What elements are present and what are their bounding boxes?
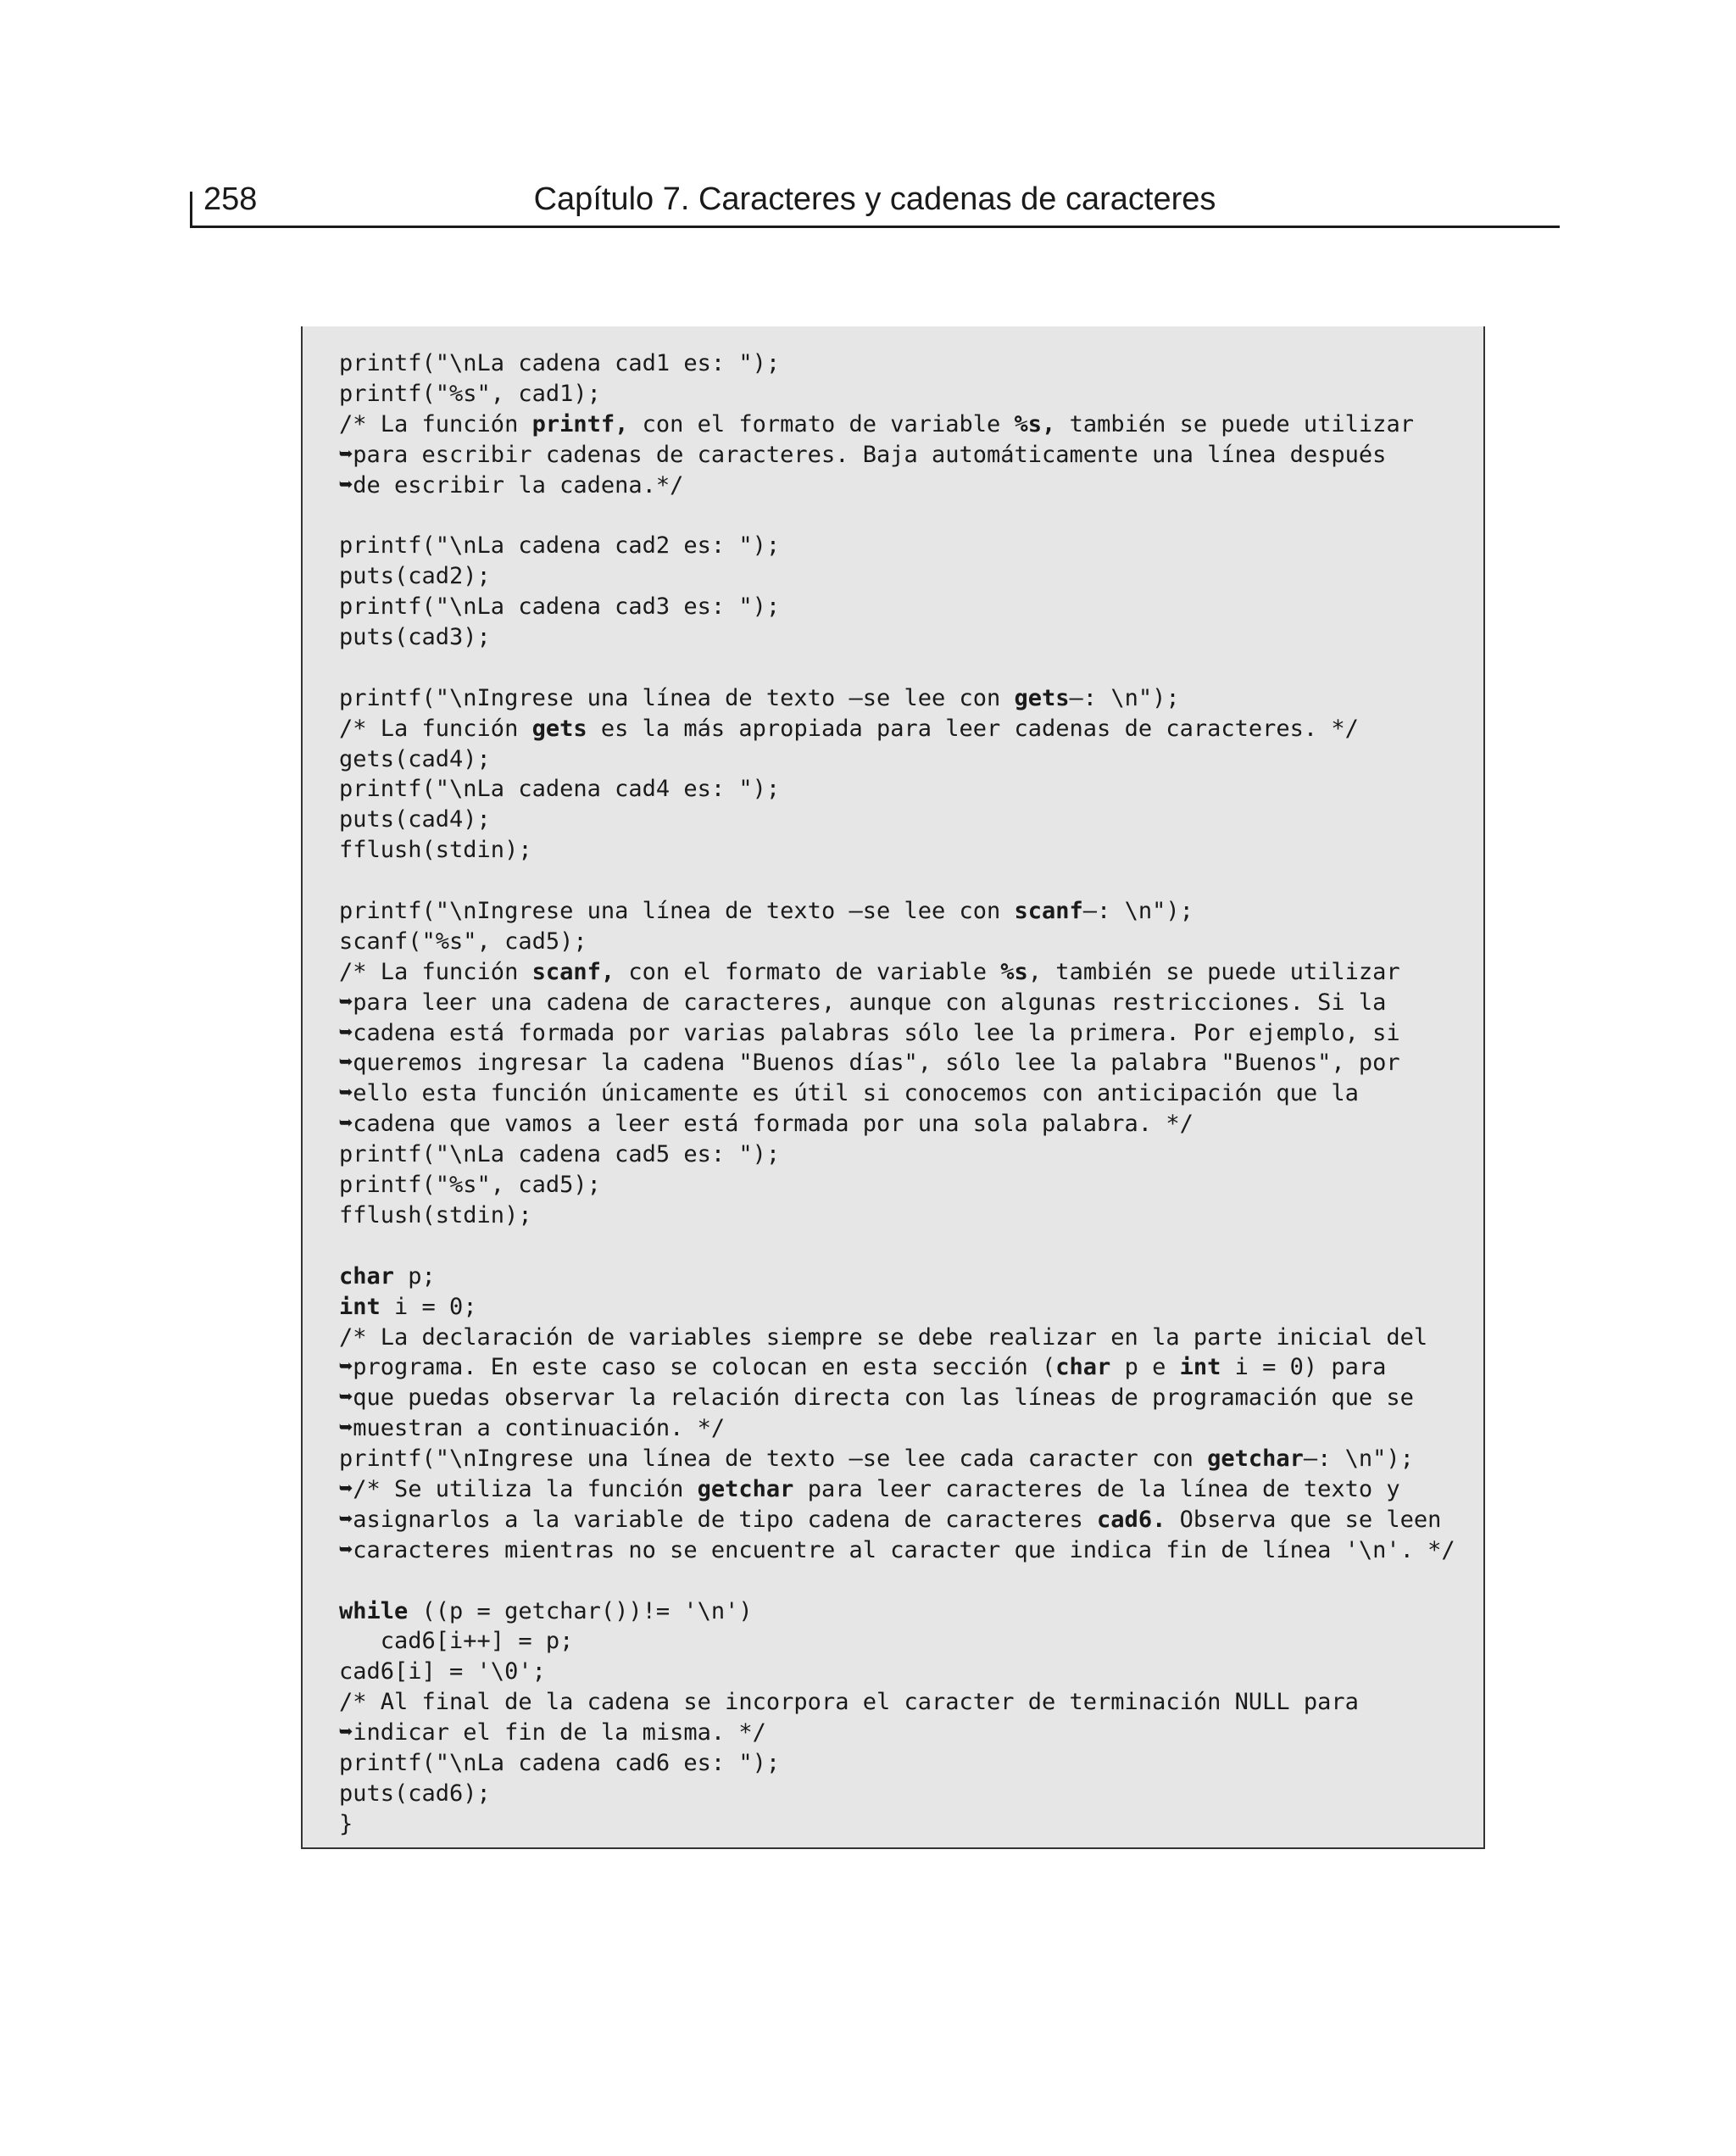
code-text: fflush(stdin); [339, 837, 532, 864]
code-keyword: getchar [1207, 1446, 1304, 1473]
code-line [339, 1413, 1455, 1444]
code-line [339, 1748, 1455, 1779]
code-text: ➥indicar el fin de la misma. */ [339, 1719, 766, 1747]
code-line [339, 1596, 1455, 1627]
code-text: } [339, 1810, 353, 1837]
code-text: printf("\nLa cadena cad1 es: "); [339, 350, 781, 376]
code-text: también se puede utilizar [1055, 410, 1414, 437]
code-text: puts(cad6); [339, 1780, 491, 1807]
code-line [339, 1444, 1455, 1474]
code-text: printf("\nIngrese una línea de texto —se lee con [339, 684, 1015, 711]
code-line [339, 1018, 1455, 1049]
code-line [339, 1109, 1455, 1139]
code-text: printf("\nLa cadena cad3 es: "); [339, 593, 781, 621]
code-line [339, 1779, 1455, 1809]
code-text: ➥ello esta función únicamente es útil si conocemos con anticipación que la [339, 1080, 1359, 1107]
code-line [339, 1809, 1455, 1840]
code-keyword: gets [531, 715, 587, 742]
code-text: ➥cadena está formada por varias palabras sólo lee la primera. Por ejemplo, si [339, 1019, 1400, 1046]
code-text: con el formato de variable [628, 410, 1015, 437]
code-line [339, 653, 1455, 683]
code-line [339, 561, 1455, 592]
code-line [339, 896, 1455, 927]
code-line [339, 1383, 1455, 1413]
code-text: puts(cad3); [339, 624, 491, 651]
code-text: printf("\nLa cadena cad2 es: "); [339, 532, 781, 560]
header-rule-vertical [190, 192, 192, 228]
code-text: printf("\nLa cadena cad4 es: "); [339, 776, 781, 803]
code-line [339, 683, 1455, 714]
code-text: /* La función [339, 410, 532, 437]
code-line [339, 1262, 1455, 1292]
code-line [339, 1323, 1455, 1353]
code-keyword: int [1179, 1354, 1221, 1381]
page-number: 258 [203, 181, 258, 217]
code-text: i = 0) para [1221, 1354, 1387, 1381]
code-text: puts(cad4); [339, 806, 491, 833]
code-keyword: while [339, 1597, 409, 1624]
code-text: printf("\nIngrese una línea de texto —se lee cada caracter con [339, 1446, 1208, 1473]
code-text: printf("\nLa cadena cad6 es: "); [339, 1749, 781, 1776]
code-line [339, 592, 1455, 622]
code-line [339, 774, 1455, 805]
code-text: con el formato de variable [615, 958, 1001, 985]
code-text: ➥/* Se utiliza la función [339, 1475, 698, 1502]
code-text: p; [394, 1262, 436, 1290]
code-text: /* Al final de la cadena se incorpora el caracter de terminación NULL para [339, 1689, 1359, 1716]
code-text: puts(cad2); [339, 563, 491, 590]
code-text: /* La función [339, 715, 532, 742]
code-line [339, 440, 1455, 471]
code-line [339, 1231, 1455, 1262]
code-keyword: getchar [697, 1475, 794, 1502]
code-text: ((p = getchar())!= '\n') [408, 1597, 753, 1624]
code-keyword: gets [1014, 684, 1070, 711]
code-line [339, 1718, 1455, 1748]
code-text: fflush(stdin); [339, 1201, 532, 1228]
code-line [339, 1687, 1455, 1718]
code-line [339, 471, 1455, 501]
page-header [190, 170, 1560, 229]
header-rule [190, 226, 1560, 228]
code-keyword: printf, [531, 410, 629, 437]
code-text: /* La función [339, 958, 532, 985]
code-text: —: \n"); [1082, 898, 1194, 925]
code-keyword: scanf, [531, 958, 615, 985]
code-line [339, 957, 1455, 988]
code-text: ➥que puedas observar la relación directa con las líneas de programación que se [339, 1384, 1414, 1412]
code-keyword: char [339, 1262, 395, 1290]
code-text: ➥programa. En este caso se colocan en esta sección ( [339, 1354, 1056, 1381]
code-line [339, 531, 1455, 561]
code-text: , también se puede utilizar [1027, 958, 1400, 985]
code-line [339, 714, 1455, 744]
code-text: cad6[i] = '\0'; [339, 1658, 546, 1685]
code-line [339, 1048, 1455, 1078]
code-text: —: \n"); [1303, 1446, 1414, 1473]
code-text: p e [1110, 1354, 1180, 1381]
code-line [339, 1535, 1455, 1566]
code-line [339, 1566, 1455, 1596]
code-text: Observa que se leen [1166, 1506, 1442, 1533]
code-text: printf("%s", cad5); [339, 1172, 601, 1199]
code-text: ➥queremos ingresar la cadena "Buenos días", sólo lee la palabra "Buenos", por [339, 1050, 1400, 1077]
code-line [339, 835, 1455, 866]
code-line [339, 500, 1455, 531]
code-line [339, 1201, 1455, 1231]
code-keyword: char [1055, 1354, 1111, 1381]
code-listing [339, 348, 1455, 1840]
code-line [339, 348, 1455, 379]
code-text: ➥para escribir cadenas de caracteres. Baja automáticamente una línea después [339, 441, 1387, 468]
code-text: gets(cad4); [339, 745, 491, 772]
code-line [339, 1078, 1455, 1109]
code-line [339, 1170, 1455, 1201]
code-line [339, 1474, 1455, 1505]
code-text: i = 0; [380, 1293, 477, 1320]
code-line [339, 927, 1455, 957]
code-line [339, 379, 1455, 409]
code-text: ➥asignarlos a la variable de tipo cadena de caracteres [339, 1506, 1098, 1533]
code-listing-box [301, 326, 1485, 1849]
code-line [339, 1292, 1455, 1323]
code-text: /* La declaración de variables siempre se debe realizar en la parte inicial del [339, 1323, 1428, 1351]
code-text: ➥para leer una cadena de caracteres, aunque con algunas restricciones. Si la [339, 989, 1387, 1016]
code-keyword: %s [1000, 958, 1028, 985]
code-line [339, 1139, 1455, 1170]
code-line [339, 409, 1455, 440]
code-line [339, 1352, 1455, 1383]
code-text: cad6[i++] = p; [339, 1628, 574, 1655]
code-line [339, 1657, 1455, 1687]
code-keyword: %s, [1014, 410, 1056, 437]
code-keyword: int [339, 1293, 381, 1320]
code-text: ➥cadena que vamos a leer está formada por una sola palabra. */ [339, 1111, 1194, 1138]
code-keyword: scanf [1014, 898, 1083, 925]
code-text: ➥caracteres mientras no se encuentre al caracter que indica fin de línea '\n'. */ [339, 1536, 1455, 1563]
code-keyword: cad6. [1097, 1506, 1166, 1533]
code-text: printf("\nLa cadena cad5 es: "); [339, 1141, 781, 1168]
code-text: es la más apropiada para leer cadenas de caracteres. */ [587, 715, 1359, 742]
code-line [339, 988, 1455, 1018]
code-text: scanf("%s", cad5); [339, 928, 587, 955]
code-text: ➥muestran a continuación. */ [339, 1415, 726, 1442]
chapter-title: Capítulo 7. Caracteres y cadenas de caracteres [533, 181, 1216, 217]
code-line [339, 805, 1455, 835]
code-text: ➥de escribir la cadena.*/ [339, 471, 684, 499]
code-text: para leer caracteres de la línea de texto y [793, 1475, 1400, 1502]
code-line [339, 1505, 1455, 1535]
code-text: printf("\nIngrese una línea de texto —se lee con [339, 898, 1015, 925]
code-line [339, 866, 1455, 896]
code-text: —: \n"); [1069, 684, 1180, 711]
code-line [339, 744, 1455, 775]
code-text: printf("%s", cad1); [339, 380, 601, 407]
code-line [339, 622, 1455, 653]
code-line [339, 1626, 1455, 1657]
